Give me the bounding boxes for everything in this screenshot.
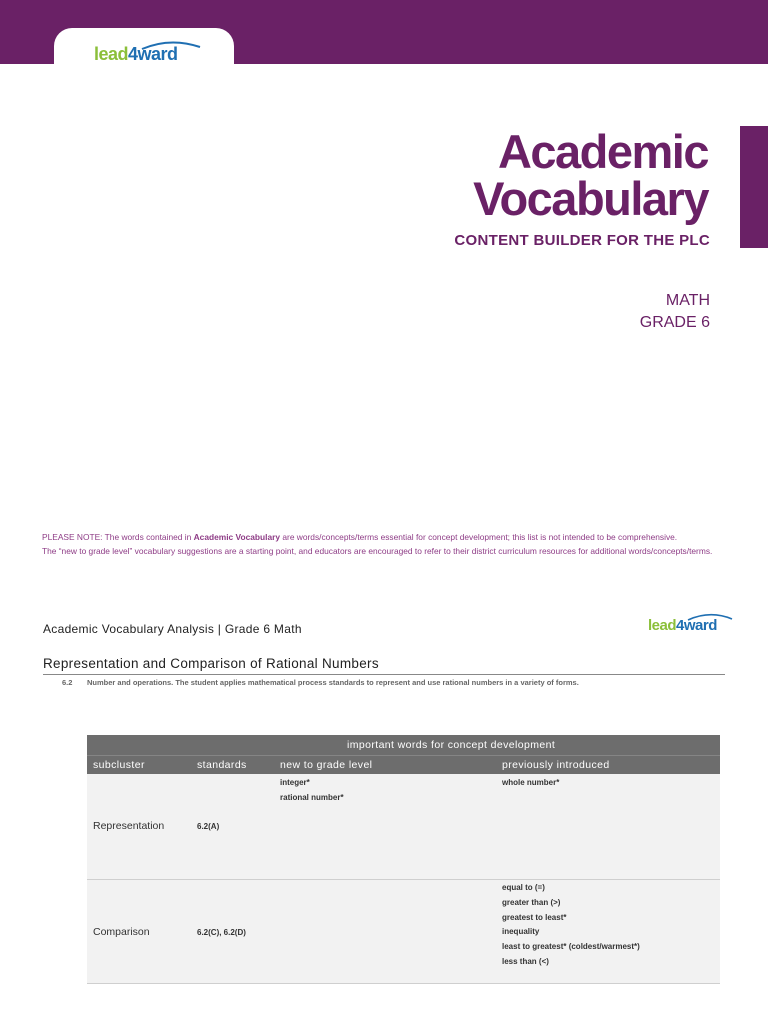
table-column-headers [87,755,720,774]
row-standards: 6.2(C), 6.2(D) [197,928,246,937]
standard-description: 6.2 Number and operations. The student applies mathematical process standards to represent and use rational numbers in a variety of forms. [62,678,579,687]
page-title: Academic Vocabulary [473,125,708,225]
section-title: Representation and Comparison of Rational Numbers [43,656,379,671]
please-note: PLEASE NOTE: The words contained in Academic Vocabulary are words/concepts/terms essential for concept development; this list is not intended to be comprehensive. The “new to grade level” vocabulary suggestions are a starting point, and educators are encouraged to refer to their district curriculum resources for additional words/concepts/terms. [42,532,713,556]
row-previous-terms: whole number* [502,778,560,787]
vocabulary-table [87,735,720,984]
side-tab [740,126,768,248]
column-header-previous: previously introduced [502,759,610,771]
row-subcluster: Representation [93,820,165,832]
logo-swoosh-small-icon [686,612,734,622]
row-new-terms: integer* rational number* [280,778,344,802]
subject-label: MATH [665,292,710,309]
row-subcluster: Comparison [93,926,150,938]
subject-grade [640,290,710,334]
row-standards: 6.2(A) [197,822,220,831]
row-previous-terms: equal to (=) greater than (>) greatest to least* inequality least to greatest* (coldest/warmest*) less than (<) [502,883,640,966]
lead4ward-logo-small[interactable]: lead 4ward [648,617,717,634]
section-divider [43,674,725,675]
page-subtitle: CONTENT BUILDER FOR THE PLC [454,232,710,249]
logo-swoosh-icon [140,39,202,51]
column-header-standards: standards [197,759,247,771]
column-header-subcluster: subcluster [93,759,145,771]
analysis-header: Academic Vocabulary Analysis | Grade 6 Math [43,622,302,636]
lead4ward-logo[interactable]: lead 4ward [94,44,178,64]
table-row [87,774,720,880]
grade-label: GRADE 6 [639,314,710,331]
table-row [87,880,720,984]
column-header-new: new to grade level [280,759,373,771]
table-group-header: important words for concept development [87,735,720,755]
